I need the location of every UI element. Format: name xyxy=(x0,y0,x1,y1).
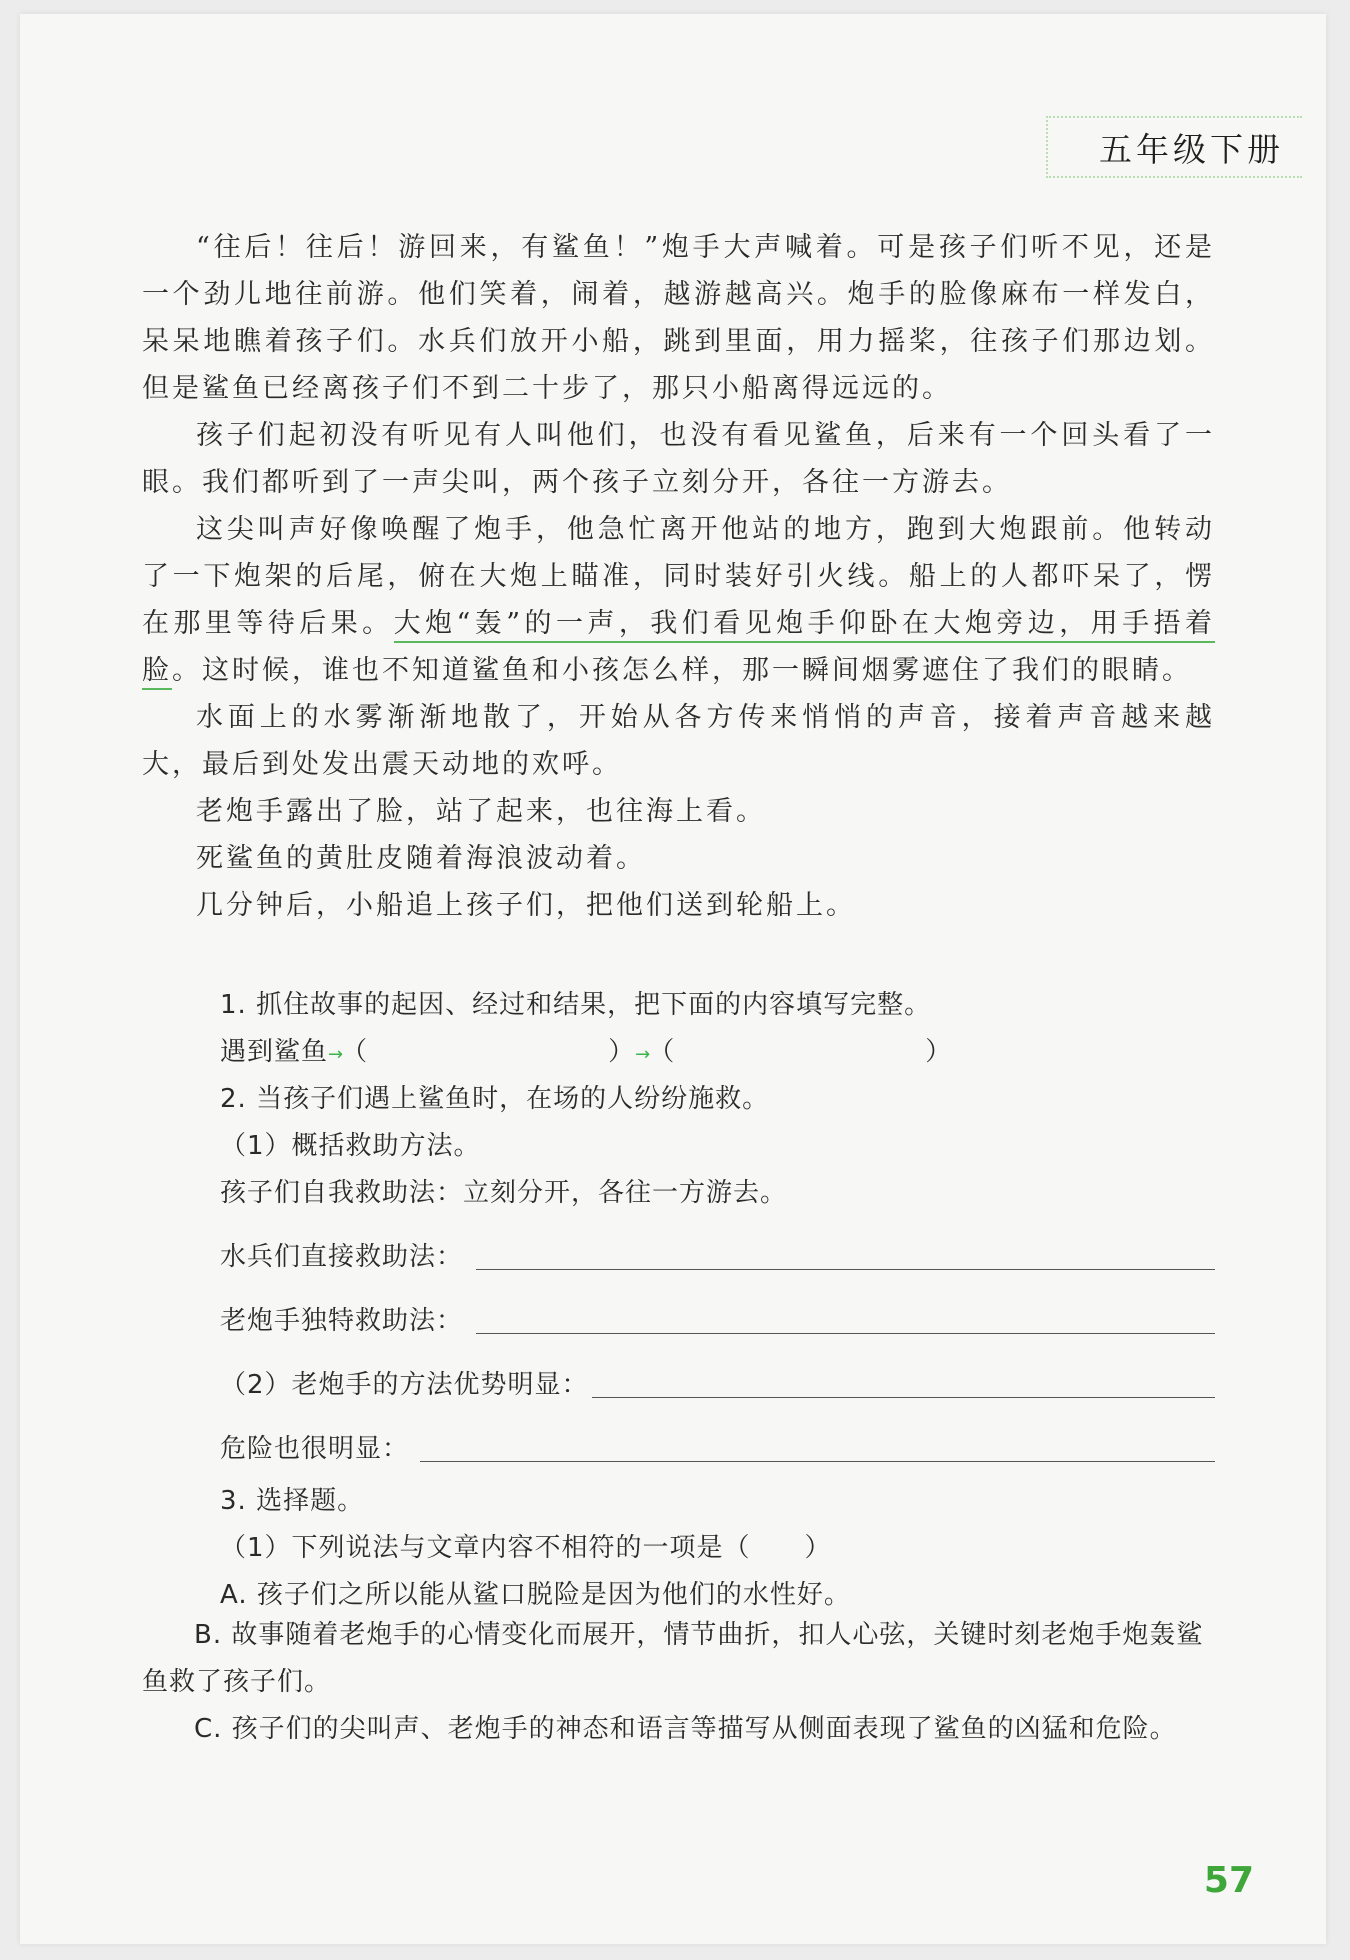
green-arrow-icon: → xyxy=(328,1044,342,1065)
answer-line-advantage[interactable] xyxy=(592,1397,1215,1398)
answer-line-gunner[interactable] xyxy=(476,1333,1215,1334)
paren-close-1: ） xyxy=(608,1037,636,1067)
kids-method: 孩子们自我救助法：立刻分开，各往一方游去。 xyxy=(220,1178,788,1208)
story-paragraph-7: 几分钟后，小船追上孩子们，把他们送到轮船上。 xyxy=(196,890,856,921)
green-arrow-icon: → xyxy=(635,1044,649,1065)
paren-open-2: （ xyxy=(648,1037,676,1067)
option-a: A. 孩子们之所以能从鲨口脱险是因为他们的水性好。 xyxy=(220,1580,851,1610)
sailors-method-label: 水兵们直接救助法： xyxy=(220,1242,464,1272)
story-paragraph-5: 老炮手露出了脸，站了起来，也往海上看。 xyxy=(196,796,766,827)
question-3-sub1: （1）下列说法与文章内容不相符的一项是（ ） xyxy=(220,1533,832,1563)
question-1-sequence xyxy=(220,1031,952,1068)
option-b: B. 故事随着老炮手的心情变化而展开，情节曲折，扣人心弦，关键时刻老炮手炮轰鲨鱼救了孩子们。 xyxy=(142,1620,1204,1697)
question-1-prompt: 1. 抓住故事的起因、经过和结果，把下面的内容填写完整。 xyxy=(220,990,932,1020)
gunner-method-label: 老炮手独特救助法： xyxy=(220,1306,464,1336)
sequence-start: 遇到鲨鱼 xyxy=(220,1037,329,1067)
option-c: C. 孩子们的尖叫声、老炮手的神态和语言等描写从侧面表现了鲨鱼的凶猛和危险。 xyxy=(194,1714,1177,1744)
story-paragraph-6: 死鲨鱼的黄肚皮随着海浪波动着。 xyxy=(196,843,646,874)
paren-open-1: （ xyxy=(341,1037,369,1067)
story-paragraph-4: 水面上的水雾渐渐地散了，开始从各方传来悄悄的声音，接着声音越来越大，最后到处发出震天动地的欢呼。 xyxy=(142,702,1215,780)
answer-line-sailors[interactable] xyxy=(476,1269,1215,1270)
grade-label: 五年级下册 xyxy=(1046,116,1302,178)
workbook-page xyxy=(20,14,1326,1944)
story-text xyxy=(142,224,1215,929)
underlined-sentence: 大炮“轰”的一声，我们看见炮手仰卧在大炮旁边，用手捂着脸 xyxy=(142,608,1215,690)
story-paragraph-1: “往后！往后！游回来，有鲨鱼！”炮手大声喊着。可是孩子们听不见，还是一个劲儿地往前游。他们笑着，闹着，越游越高兴。炮手的脸像麻布一样发白，呆呆地瞧着孩子们。水兵们放开小船，跳到里面，用力摇桨，往孩子们那边划。但是鲨鱼已经离孩子们不到二十步了，那只小船离得远远的。 xyxy=(142,232,1215,404)
question-2-sub2-label: （2）老炮手的方法优势明显： xyxy=(220,1370,589,1400)
page-number: 57 xyxy=(1203,1860,1254,1901)
story-paragraph-3-end: 。这时候，谁也不知道鲨鱼和小孩怎么样，那一瞬间烟雾遮住了我们的眼睛。 xyxy=(172,655,1192,686)
question-2-prompt: 2. 当孩子们遇上鲨鱼时，在场的人纷纷施救。 xyxy=(220,1084,770,1114)
story-paragraph-2: 孩子们起初没有听见有人叫他们，也没有看见鲨鱼，后来有一个回头看了一眼。我们都听到了一声尖叫，两个孩子立刻分开，各往一方游去。 xyxy=(142,420,1215,498)
danger-label: 危险也很明显： xyxy=(220,1434,410,1464)
paren-close-2: ） xyxy=(925,1037,953,1067)
question-2-sub1: （1）概括救助方法。 xyxy=(220,1131,481,1161)
question-3-prompt: 3. 选择题。 xyxy=(220,1486,365,1516)
story-paragraph-3-start: 这尖叫声好像唤醒了炮手，他急忙离开他站的地方，跑到大炮跟前。他转动了一下炮架的后尾，俯在大炮上瞄准，同时装好引火线。船上的人都吓呆了，愣在那里等待后果。 xyxy=(142,514,1215,639)
story-paragraph-3 xyxy=(142,506,1215,694)
answer-line-danger[interactable] xyxy=(420,1461,1215,1462)
